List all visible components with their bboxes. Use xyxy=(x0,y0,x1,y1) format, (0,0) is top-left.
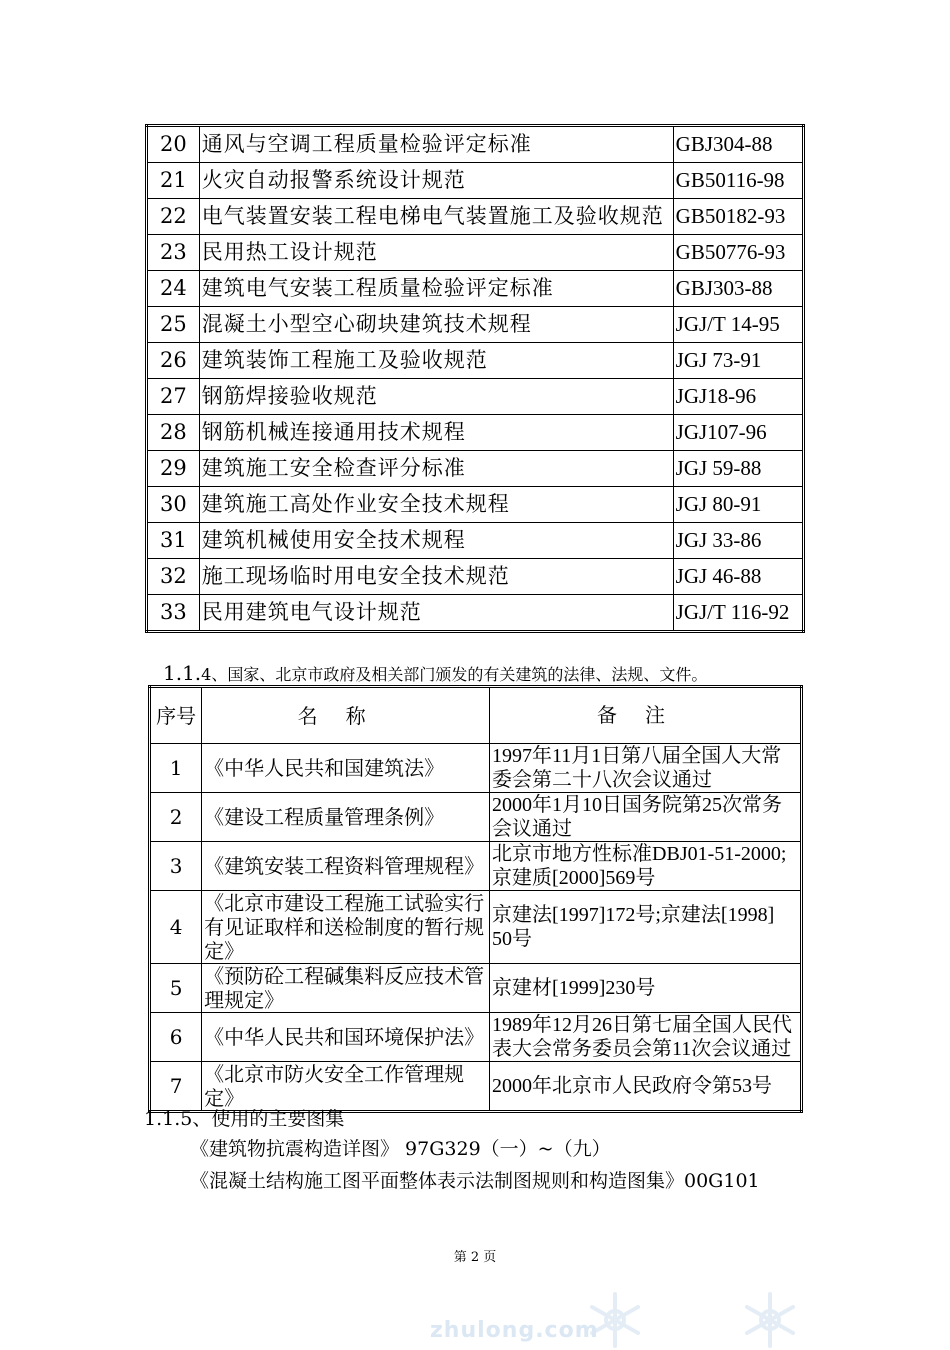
laws-table xyxy=(148,685,803,1113)
standard-code: JGJ/T 14-95 xyxy=(673,307,803,343)
law-name: 《北京市建设工程施工试验实行有见证取样和送检制度的暂行规定》 xyxy=(202,891,490,964)
law-name: 《建设工程质量管理条例》 xyxy=(202,793,490,842)
table-row xyxy=(147,126,804,163)
row-number: 21 xyxy=(147,163,200,199)
standard-code: JGJ107-96 xyxy=(673,415,803,451)
standard-name: 施工现场临时用电安全技术规范 xyxy=(199,559,673,595)
standard-name: 混凝土小型空心砌块建筑技术规程 xyxy=(199,307,673,343)
laws-table-header xyxy=(150,687,802,744)
row-number: 22 xyxy=(147,199,200,235)
row-index: 5 xyxy=(150,964,202,1013)
row-number: 27 xyxy=(147,379,200,415)
law-name: 《中华人民共和国建筑法》 xyxy=(202,744,490,793)
header-name: 名称 xyxy=(202,687,490,744)
table-row xyxy=(147,379,804,415)
standard-code: GB50776-93 xyxy=(673,235,803,271)
standard-name: 建筑装饰工程施工及验收规范 xyxy=(199,343,673,379)
row-index: 2 xyxy=(150,793,202,842)
table-row xyxy=(147,199,804,235)
standard-code: JGJ 80-91 xyxy=(673,487,803,523)
watermark-text: zhulong.com xyxy=(430,1318,599,1343)
section-number: 1.1. xyxy=(163,661,202,685)
standard-name: 钢筋焊接验收规范 xyxy=(199,379,673,415)
law-remark: 1989年12月26日第七届全国人民代表大会常务委员会第11次会议通过 xyxy=(490,1013,802,1062)
section-1-1-4-heading xyxy=(163,661,707,685)
table-row xyxy=(147,487,804,523)
table-row xyxy=(147,415,804,451)
table-row xyxy=(150,1013,802,1062)
row-number: 24 xyxy=(147,271,200,307)
law-name: 《预防砼工程碱集料反应技术管理规定》 xyxy=(202,964,490,1013)
law-name: 《建筑安装工程资料管理规程》 xyxy=(202,842,490,891)
table-row xyxy=(147,307,804,343)
standard-code: JGJ18-96 xyxy=(673,379,803,415)
law-remark: 2000年北京市人民政府令第53号 xyxy=(490,1062,802,1112)
row-number: 26 xyxy=(147,343,200,379)
row-index: 4 xyxy=(150,891,202,964)
row-number: 32 xyxy=(147,559,200,595)
law-remark: 1997年11月1日第八届全国人大常委会第二十八次会议通过 xyxy=(490,744,802,793)
table-row xyxy=(150,744,802,793)
snowflake-watermark-icon xyxy=(740,1290,800,1350)
standard-name: 民用建筑电气设计规范 xyxy=(199,595,673,632)
row-number: 30 xyxy=(147,487,200,523)
atlas-item: 《建筑物抗震构造详图》 97G329（一）~（九） xyxy=(190,1138,611,1160)
row-number: 28 xyxy=(147,415,200,451)
standard-code: GB50182-93 xyxy=(673,199,803,235)
row-index: 6 xyxy=(150,1013,202,1062)
table-row xyxy=(150,842,802,891)
table-row xyxy=(147,271,804,307)
table-row xyxy=(150,964,802,1013)
row-number: 23 xyxy=(147,235,200,271)
standard-name: 电气装置安装工程电梯电气装置施工及验收规范 xyxy=(199,199,673,235)
law-remark: 2000年1月10日国务院第25次常务会议通过 xyxy=(490,793,802,842)
standard-code: GB50116-98 xyxy=(673,163,803,199)
standard-name: 建筑机械使用安全技术规程 xyxy=(199,523,673,559)
table-row xyxy=(147,163,804,199)
row-number: 29 xyxy=(147,451,200,487)
row-index: 3 xyxy=(150,842,202,891)
law-remark: 北京市地方性标准DBJ01-51-2000;京建质[2000]569号 xyxy=(490,842,802,891)
standard-code: JGJ 59-88 xyxy=(673,451,803,487)
standard-code: JGJ 73-91 xyxy=(673,343,803,379)
row-number: 33 xyxy=(147,595,200,632)
standard-name: 火灾自动报警系统设计规范 xyxy=(199,163,673,199)
standard-code: GBJ304-88 xyxy=(673,126,803,163)
law-name: 《中华人民共和国环境保护法》 xyxy=(202,1013,490,1062)
standard-name: 民用热工设计规范 xyxy=(199,235,673,271)
standard-code: GBJ303-88 xyxy=(673,271,803,307)
table-row xyxy=(150,891,802,964)
table-row xyxy=(147,451,804,487)
table-row xyxy=(150,793,802,842)
header-index: 序号 xyxy=(150,687,202,744)
table-row xyxy=(147,595,804,632)
standard-code: JGJ 46-88 xyxy=(673,559,803,595)
standard-name: 建筑施工高处作业安全技术规程 xyxy=(199,487,673,523)
standard-name: 钢筋机械连接通用技术规程 xyxy=(199,415,673,451)
table-row xyxy=(147,235,804,271)
law-remark: 京建法[1997]172号;京建法[1998] 50号 xyxy=(490,891,802,964)
standard-name: 通风与空调工程质量检验评定标准 xyxy=(199,126,673,163)
row-number: 31 xyxy=(147,523,200,559)
row-number: 20 xyxy=(147,126,200,163)
law-name: 《北京市防火安全工作管理规定》 xyxy=(202,1062,490,1112)
standard-name: 建筑电气安装工程质量检验评定标准 xyxy=(199,271,673,307)
page-number: 第 2 页 xyxy=(453,1250,497,1265)
header-remark: 备注 xyxy=(490,687,802,744)
table-row xyxy=(147,343,804,379)
section-1-1-5-heading: 1.1.5、使用的主要图集 xyxy=(144,1108,345,1130)
standard-code: JGJ 33-86 xyxy=(673,523,803,559)
standard-name: 建筑施工安全检查评分标准 xyxy=(199,451,673,487)
row-index: 1 xyxy=(150,744,202,793)
atlas-item: 《混凝土结构施工图平面整体表示法制图规则和构造图集》00G101 xyxy=(190,1170,760,1192)
standards-table xyxy=(145,124,805,633)
row-index: 7 xyxy=(150,1062,202,1112)
section-text: 4、国家、北京市政府及相关部门颁发的有关建筑的法律、法规、文件。 xyxy=(201,665,708,684)
law-remark: 京建材[1999]230号 xyxy=(490,964,802,1013)
table-row xyxy=(147,523,804,559)
table-row xyxy=(147,559,804,595)
row-number: 25 xyxy=(147,307,200,343)
standard-code: JGJ/T 116-92 xyxy=(673,595,803,632)
